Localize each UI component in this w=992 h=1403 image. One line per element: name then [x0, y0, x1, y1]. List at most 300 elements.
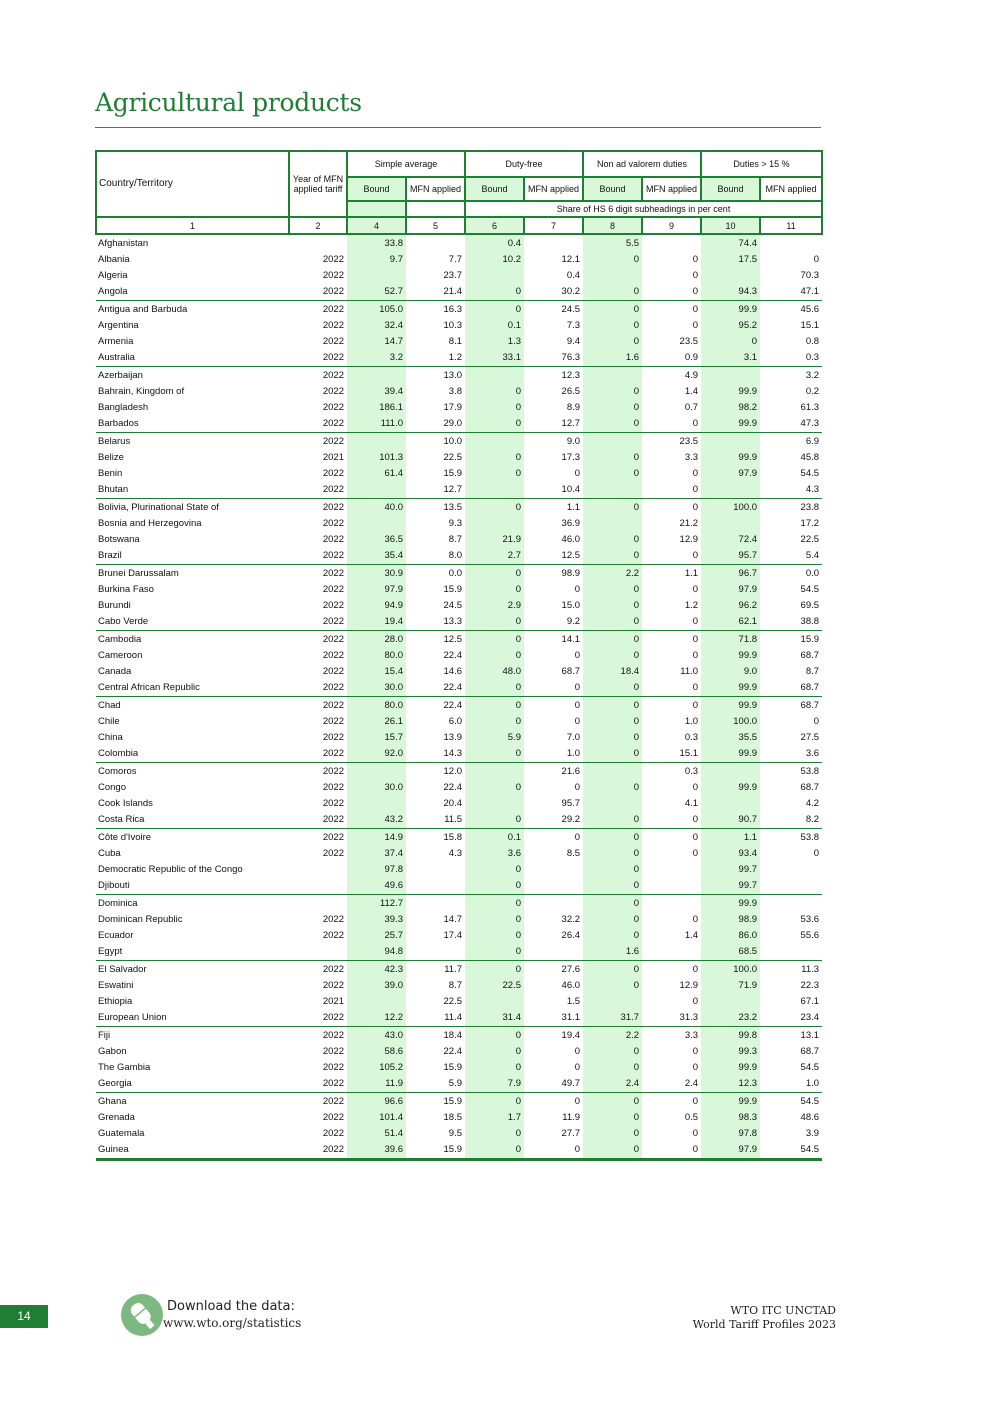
value-cell: 7.3 [566, 319, 581, 331]
value-cell: 0 [524, 829, 583, 846]
value-cell: 2022 [322, 484, 344, 496]
value-cell: 0 [813, 847, 820, 859]
table-row [96, 763, 822, 780]
value-cell: 0 [583, 383, 642, 399]
value-cell: 105.2 [347, 1060, 406, 1076]
value-cell: 0 [692, 1045, 699, 1057]
value-cell: 0.8 [805, 336, 820, 348]
value-cell: 2022 [322, 930, 344, 942]
value-cell: 99.9 [701, 779, 760, 795]
value-cell [583, 367, 642, 384]
value-cell: 97.9 [701, 466, 760, 482]
value-cell: 18.4 [583, 664, 642, 680]
value-cell: 99.9 [701, 680, 760, 697]
country-cell: Democratic Republic of the Congo [98, 864, 243, 876]
value-cell: 17.2 [800, 517, 820, 529]
value-cell: 0 [583, 301, 642, 318]
value-cell: 94.8 [347, 944, 406, 961]
value-cell: 7.0 [566, 732, 581, 744]
value-cell: 19.4 [347, 614, 406, 631]
value-cell: 0 [583, 466, 642, 482]
value-cell: 100.0 [701, 713, 760, 729]
value-cell: 23.8 [760, 499, 822, 516]
value-cell: 53.8 [760, 763, 822, 780]
country-cell: Grenada [98, 1111, 135, 1123]
value-cell: 15.9 [443, 583, 463, 595]
value-cell: 2022 [322, 666, 344, 678]
country-cell: Cuba [98, 847, 121, 859]
value-cell: 33.1 [465, 350, 524, 367]
value-cell: 12.5 [406, 631, 465, 648]
value-cell: 97.8 [347, 862, 406, 878]
value-cell: 2022 [322, 583, 344, 595]
value-cell: 0 [465, 812, 524, 829]
header-country: Country/Territory [96, 151, 289, 217]
value-cell: 76.3 [561, 352, 581, 364]
value-cell [701, 367, 760, 384]
country-cell: Cameroon [98, 649, 143, 661]
country-cell: Bahrain, Kingdom of [98, 385, 185, 397]
table-row [96, 1126, 822, 1142]
value-cell: 99.9 [701, 1093, 760, 1110]
value-cell: 0 [642, 961, 701, 978]
value-cell: 16.3 [406, 301, 465, 318]
value-cell: 10.2 [465, 251, 524, 267]
value-cell [465, 367, 524, 384]
value-cell: 14.7 [347, 334, 406, 350]
download-data-label: Download the data: [167, 1299, 295, 1314]
table-row [96, 1093, 822, 1110]
value-cell: 0 [583, 961, 642, 978]
table-row [96, 301, 822, 318]
value-cell: 12.2 [347, 1010, 406, 1027]
value-cell: 2022 [289, 1142, 347, 1160]
value-cell: 2022 [289, 763, 347, 780]
value-cell: 54.5 [800, 1062, 820, 1074]
country-cell: Argentina [98, 319, 139, 331]
value-cell: 0 [465, 862, 524, 878]
value-cell: 97.9 [347, 581, 406, 597]
value-cell: 54.5 [760, 1093, 822, 1110]
value-cell: 0.5 [684, 1111, 699, 1123]
value-cell: 26.1 [347, 713, 406, 729]
value-cell: 0 [692, 270, 699, 282]
country-cell: Australia [98, 352, 135, 364]
value-cell [701, 994, 760, 1010]
value-cell [289, 878, 347, 895]
table-row [96, 598, 822, 614]
value-cell: 23.2 [701, 1010, 760, 1027]
value-cell [289, 944, 347, 961]
value-cell: 2021 [322, 451, 344, 463]
page-number: 14 [0, 1305, 48, 1328]
value-cell: 105.0 [347, 301, 406, 318]
value-cell: 2022 [322, 336, 344, 348]
value-cell: 2022 [322, 468, 344, 480]
value-cell: 111.0 [347, 416, 406, 433]
value-cell: 15.9 [760, 631, 822, 648]
value-cell: 17.4 [443, 930, 463, 942]
value-cell: 31.4 [465, 1010, 524, 1027]
value-cell: 2022 [289, 697, 347, 714]
value-cell: 27.6 [524, 961, 583, 978]
value-cell: 2022 [289, 301, 347, 318]
header-col-number: 10 [701, 217, 760, 234]
value-cell: 2022 [322, 715, 344, 727]
value-cell: 2022 [322, 682, 344, 694]
table-row [96, 433, 822, 450]
value-cell [583, 994, 642, 1010]
value-cell: 2022 [322, 913, 344, 925]
value-cell: 99.9 [701, 697, 760, 714]
value-cell: 14.9 [347, 829, 406, 846]
table-row [96, 928, 822, 944]
value-cell: 0 [692, 484, 699, 496]
value-cell: 0 [692, 913, 699, 925]
value-cell: 0 [574, 781, 581, 793]
value-cell: 0 [642, 697, 701, 714]
country-cell: Central African Republic [98, 682, 200, 694]
value-cell [289, 234, 347, 251]
value-cell: 99.9 [701, 383, 760, 399]
value-cell: 24.5 [443, 600, 463, 612]
value-cell: 0 [583, 334, 642, 350]
value-cell: 80.0 [347, 697, 406, 714]
value-cell: 0 [583, 598, 642, 614]
value-cell: 0 [583, 812, 642, 829]
value-cell: 0 [524, 1093, 583, 1110]
value-cell: 11.5 [444, 814, 463, 826]
value-cell: 2022 [322, 253, 344, 265]
value-cell: 0 [465, 1093, 524, 1110]
value-cell: 12.1 [561, 253, 581, 265]
value-cell [583, 763, 642, 780]
value-cell: 0 [465, 697, 524, 714]
header-sub-mfn-applied: MFN applied [642, 177, 701, 201]
value-cell: 15.0 [561, 600, 581, 612]
value-cell: 22.4 [406, 697, 465, 714]
value-cell: 15.9 [443, 468, 463, 480]
value-cell: 30.2 [561, 286, 581, 298]
value-cell: 2022 [322, 616, 344, 628]
value-cell: 2022 [322, 600, 344, 612]
value-cell: 4.1 [684, 798, 699, 810]
value-cell: 1.1 [701, 829, 760, 846]
value-cell: 51.4 [347, 1126, 406, 1142]
value-cell: 30.0 [347, 779, 406, 795]
value-cell: 0 [465, 1043, 524, 1059]
value-cell [465, 433, 524, 450]
value-cell: 2.4 [684, 1078, 699, 1090]
value-cell: 0 [574, 682, 581, 694]
value-cell: 35.5 [701, 730, 760, 746]
value-cell: 3.1 [701, 350, 760, 367]
country-cell: Burkina Faso [98, 583, 154, 595]
value-cell: 5.9 [448, 1078, 463, 1090]
value-cell: 98.9 [701, 911, 760, 927]
country-cell: Fiji [96, 1027, 289, 1044]
country-cell: Chad [96, 697, 289, 714]
value-cell: 99.9 [701, 301, 760, 318]
value-cell: 1.0 [684, 715, 699, 727]
value-cell: 8.7 [805, 666, 820, 678]
value-cell [524, 944, 583, 961]
country-cell: Colombia [98, 748, 139, 760]
tariff-table-container [95, 150, 821, 1161]
value-cell: 0 [692, 1128, 699, 1140]
header-sub-bound: Bound [583, 177, 642, 201]
value-cell: 0 [465, 928, 524, 944]
value-cell: 2022 [289, 829, 347, 846]
value-cell: 100.0 [701, 499, 760, 516]
value-cell: 0.3 [684, 732, 699, 744]
value-cell: 0 [465, 631, 524, 648]
value-cell: 9.5 [448, 1128, 463, 1140]
value-cell [524, 878, 583, 895]
value-cell: 45.6 [760, 301, 822, 318]
value-cell: 0 [583, 1060, 642, 1076]
table-row [96, 779, 822, 795]
value-cell [642, 878, 701, 895]
value-cell: 0 [465, 878, 524, 895]
value-cell: 2.2 [583, 565, 642, 582]
value-cell: 12.3 [701, 1076, 760, 1093]
value-cell [583, 433, 642, 450]
country-cell: Afghanistan [98, 237, 149, 249]
value-cell [347, 367, 406, 384]
value-cell: 1.2 [684, 600, 699, 612]
value-cell: 8.0 [448, 550, 463, 562]
value-cell: 48.6 [800, 1111, 820, 1123]
country-cell: Djibouti [98, 880, 130, 892]
value-cell: 0 [642, 301, 701, 318]
value-cell [465, 763, 524, 780]
table-row [96, 829, 822, 846]
value-cell: 12.0 [406, 763, 465, 780]
value-cell: 49.7 [561, 1078, 581, 1090]
value-cell: 13.9 [443, 732, 463, 744]
value-cell: 0 [465, 581, 524, 597]
table-row [96, 1027, 822, 1044]
download-data-link[interactable]: www.wto.org/statistics [163, 1316, 302, 1330]
value-cell: 0 [692, 996, 699, 1008]
value-cell: 8.7 [448, 534, 463, 546]
table-row [96, 268, 822, 284]
value-cell: 61.3 [800, 402, 820, 414]
value-cell: 97.9 [701, 581, 760, 597]
value-cell: 55.6 [800, 930, 820, 942]
value-cell: 92.0 [347, 746, 406, 763]
publisher-name: WTO ITC UNCTAD [730, 1304, 836, 1317]
value-cell: 0 [465, 647, 524, 663]
value-cell: 0.3 [642, 763, 701, 780]
value-cell: 0 [583, 1142, 642, 1160]
value-cell: 0 [583, 251, 642, 267]
value-cell: 2.9 [465, 598, 524, 614]
value-cell: 21.6 [524, 763, 583, 780]
value-cell: 0 [642, 1093, 701, 1110]
table-row [96, 664, 822, 680]
value-cell: 8.7 [448, 979, 463, 991]
country-cell: Belarus [96, 433, 289, 450]
value-cell: 68.7 [760, 697, 822, 714]
value-cell: 12.9 [679, 979, 699, 991]
value-cell: 2022 [322, 649, 344, 661]
value-cell: 53.6 [800, 913, 820, 925]
country-cell: Dominica [96, 895, 289, 912]
value-cell: 0 [465, 400, 524, 416]
value-cell: 24.5 [524, 301, 583, 318]
value-cell: 6.9 [760, 433, 822, 450]
header-blank [406, 201, 465, 217]
value-cell: 2022 [289, 565, 347, 582]
value-cell: 72.4 [701, 532, 760, 548]
value-cell: 90.7 [701, 812, 760, 829]
value-cell: 8.1 [448, 336, 463, 348]
value-cell: 0 [642, 631, 701, 648]
value-cell: 31.3 [679, 1012, 699, 1024]
value-cell [524, 895, 583, 912]
value-cell: 13.0 [406, 367, 465, 384]
country-cell: Brazil [98, 550, 122, 562]
value-cell: 0 [583, 614, 642, 631]
value-cell: 1.4 [684, 930, 699, 942]
value-cell: 21.4 [443, 286, 463, 298]
country-cell: Belize [98, 451, 124, 463]
value-cell: 99.9 [701, 449, 760, 465]
value-cell [701, 763, 760, 780]
value-cell: 0.1 [465, 829, 524, 846]
value-cell: 12.7 [443, 484, 463, 496]
value-cell: 1.6 [583, 350, 642, 367]
value-cell: 13.3 [443, 616, 463, 628]
value-cell: 2022 [289, 367, 347, 384]
country-cell: Ecuador [98, 930, 134, 942]
table-row [96, 350, 822, 367]
value-cell: 0 [465, 911, 524, 927]
header-col-number: 11 [760, 217, 822, 234]
value-cell: 2022 [322, 1045, 344, 1057]
value-cell: 18.4 [406, 1027, 465, 1044]
value-cell: 8.2 [805, 814, 820, 826]
value-cell: 8.9 [566, 402, 581, 414]
header-group-simple-average: Simple average [347, 151, 465, 177]
header-group-duty-free: Duty-free [465, 151, 583, 177]
value-cell [583, 796, 642, 812]
country-cell: Antigua and Barbuda [96, 301, 289, 318]
value-cell: 68.7 [800, 781, 820, 793]
value-cell: 0 [465, 1060, 524, 1076]
value-cell: 101.4 [347, 1109, 406, 1125]
value-cell: 11.4 [444, 1012, 463, 1024]
value-cell: 93.4 [701, 845, 760, 861]
header-col-number: 7 [524, 217, 583, 234]
country-cell: Costa Rica [98, 814, 145, 826]
value-cell: 98.2 [701, 400, 760, 416]
table-row [96, 1142, 822, 1160]
table-row [96, 845, 822, 861]
value-cell: 12.5 [561, 550, 581, 562]
value-cell: 0 [465, 383, 524, 399]
value-cell: 71.8 [701, 631, 760, 648]
value-cell: 2022 [322, 286, 344, 298]
value-cell: 6.0 [448, 715, 463, 727]
value-cell: 0 [465, 466, 524, 482]
value-cell: 0 [583, 862, 642, 878]
value-cell: 2022 [289, 631, 347, 648]
header-col-number: 4 [347, 217, 406, 234]
value-cell: 22.4 [443, 649, 463, 661]
value-cell: 28.0 [347, 631, 406, 648]
value-cell [760, 862, 822, 878]
country-cell: Comoros [96, 763, 289, 780]
value-cell: 33.8 [347, 234, 406, 251]
value-cell: 10.3 [443, 319, 463, 331]
value-cell: 0 [583, 532, 642, 548]
value-cell [583, 515, 642, 531]
value-cell [406, 878, 465, 895]
value-cell: 95.7 [561, 798, 581, 810]
value-cell: 0 [583, 713, 642, 729]
value-cell: 23.5 [642, 433, 701, 450]
value-cell: 12.3 [524, 367, 583, 384]
value-cell: 0 [465, 944, 524, 961]
table-row [96, 1010, 822, 1027]
value-cell: 2022 [289, 1093, 347, 1110]
value-cell: 40.0 [347, 499, 406, 516]
value-cell: 94.9 [347, 598, 406, 614]
value-cell: 0 [583, 911, 642, 927]
value-cell: 1.3 [465, 334, 524, 350]
value-cell: 99.9 [701, 746, 760, 763]
value-cell: 62.1 [701, 614, 760, 631]
value-cell: 0 [583, 284, 642, 301]
value-cell: 43.0 [347, 1027, 406, 1044]
country-cell: Ethiopia [98, 996, 133, 1008]
value-cell: 0 [692, 682, 699, 694]
value-cell: 0 [574, 715, 581, 727]
value-cell [701, 482, 760, 499]
value-cell: 0 [465, 1027, 524, 1044]
value-cell: 0 [583, 581, 642, 597]
value-cell [701, 515, 760, 531]
value-cell [347, 763, 406, 780]
table-row [96, 862, 822, 878]
country-cell: European Union [98, 1012, 167, 1024]
value-cell: 96.2 [701, 598, 760, 614]
value-cell: 96.6 [347, 1093, 406, 1110]
header-blank [347, 201, 406, 217]
country-cell: Albania [98, 253, 130, 265]
value-cell: 2022 [322, 979, 344, 991]
value-cell: 2021 [322, 996, 344, 1008]
value-cell: 17.9 [443, 402, 463, 414]
country-cell: Algeria [98, 270, 128, 282]
value-cell: 0 [583, 400, 642, 416]
value-cell [289, 895, 347, 912]
header-group-duties-over-15: Duties > 15 % [701, 151, 822, 177]
value-cell [701, 268, 760, 284]
value-cell: 47.1 [800, 286, 820, 298]
header-col-number: 2 [289, 217, 347, 234]
country-cell: Cambodia [96, 631, 289, 648]
value-cell: 39.4 [347, 383, 406, 399]
value-cell: 22.4 [443, 682, 463, 694]
value-cell: 22.5 [465, 977, 524, 993]
value-cell: 68.5 [701, 944, 760, 961]
table-row [96, 911, 822, 927]
value-cell: 0 [692, 814, 699, 826]
